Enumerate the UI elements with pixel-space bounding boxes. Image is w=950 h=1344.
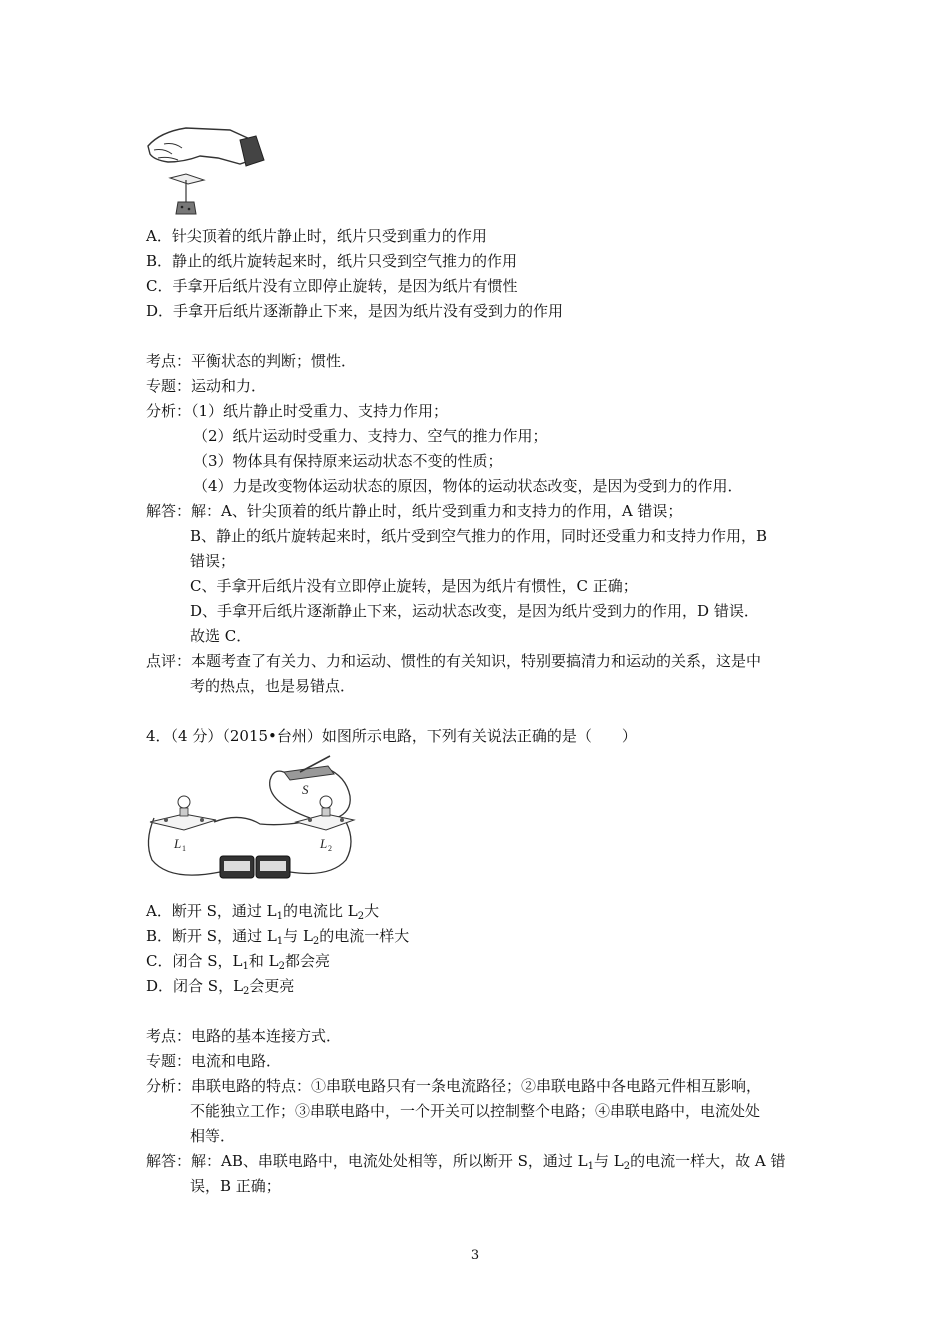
q4-option-b-text: B．断开 S，通过 L [146, 927, 277, 945]
q4-option-b-end: 的电流一样大 [319, 927, 410, 945]
q4-jieda-sub1: 1 [587, 1161, 595, 1172]
q3-zhuanti: ：运动和力． [176, 377, 267, 395]
q3-fenxi-line: （2）纸片运动时受重力、支持力、空气的推力作用； [193, 427, 548, 445]
q4-option-a-sub2: 2 [357, 911, 365, 922]
page-number: 3 [470, 1248, 480, 1263]
q4-kaodian-label: 考点 [146, 1027, 177, 1045]
q3-option-d: D．手拿开后纸片逐渐静止下来，是因为纸片没有受到力的作用 [146, 302, 564, 320]
q4-option-c-sub2: 2 [278, 961, 285, 972]
q4-option-d-end: 会更亮 [249, 977, 295, 995]
q3-dianping-line: 考的热点，也是易错点． [190, 677, 356, 695]
q4-jieda-line: 误，B 正确； [190, 1177, 281, 1195]
q4-zhuanti: ：电流和电路． [176, 1052, 282, 1070]
q4-option-c-text: C．闭合 S，L [146, 952, 243, 970]
q4-option-b-mid: 与 L [283, 927, 313, 945]
q4-fenxi-label: 分析 [146, 1077, 177, 1095]
q3-jieda-line: ：解：A、针尖顶着的纸片静止时，纸片受到重力和支持力的作用，A 错误； [176, 502, 683, 520]
q4-option-a-text: A．断开 S，通过 L [146, 902, 277, 920]
q4-zhuanti-label: 专题 [146, 1052, 177, 1070]
q4-option-c-mid: 和 L [248, 952, 279, 970]
q4-kaodian: ：电路的基本连接方式． [176, 1027, 342, 1045]
q3-jieda-label: 解答 [146, 502, 177, 520]
q4-option-a-mid: 的电流比 L [282, 902, 358, 920]
q4-stem: 4．（4 分）（2015•台州）如图所示电路，下列有关说法正确的是（ ） [146, 727, 637, 745]
q4-option-d-text: D．闭合 S，L [146, 977, 244, 995]
q4-option-a-end: 大 [364, 902, 380, 920]
q3-jieda-line: C、手拿开后纸片没有立即停止旋转，是因为纸片有惯性，C 正确； [190, 577, 638, 595]
q3-jieda-line: B、静止的纸片旋转起来时，纸片受到空气推力的作用，同时还受重力和支持力作用，B [190, 527, 768, 545]
q3-jieda-line: 故选 C． [190, 627, 252, 645]
q3-option-a: A．针尖顶着的纸片静止时，纸片只受到重力的作用 [146, 227, 487, 245]
q4-option-c [146, 951, 330, 971]
q4-option-a-sub1: 1 [276, 911, 283, 922]
q3-option-c: C．手拿开后纸片没有立即停止旋转，是因为纸片有惯性 [146, 277, 518, 295]
q3-kaodian: ：平衡状态的判断；惯性． [176, 352, 357, 370]
q4-jieda-end: 的电流一样大，故 A 错 [630, 1152, 786, 1170]
q3-zhuanti-label: 专题 [146, 377, 177, 395]
q4-option-b [146, 926, 409, 946]
q3-jieda-line: D、手拿开后纸片逐渐静止下来，运动状态改变，是因为纸片受到力的作用，D 错误． [190, 602, 759, 620]
q3-jieda-line: 错误； [190, 552, 236, 570]
q4-option-b-sub1: 1 [276, 936, 284, 947]
q3-fenxi-line: （3）物体具有保持原来运动状态不变的性质； [193, 452, 503, 470]
q4-jieda-line [176, 1151, 786, 1171]
q4-option-c-sub1: 1 [242, 961, 249, 972]
q4-jieda-sub2: 2 [623, 1161, 631, 1172]
lamp2-subscript: 2 [328, 844, 332, 853]
hand-paper-figure [140, 118, 270, 218]
q4-jieda-text: ：解：AB、串联电路中，电流处处相等，所以断开 S，通过 L [176, 1152, 588, 1170]
circuit-figure [140, 752, 365, 887]
q4-option-c-end: 都会亮 [284, 952, 330, 970]
q3-fenxi-line: （4）力是改变物体运动状态的原因，物体的运动状态改变，是因为受到力的作用． [193, 477, 743, 495]
q4-fenxi-line: 相等． [190, 1127, 236, 1145]
q3-dianping-label: 点评 [146, 652, 177, 670]
q3-fenxi-line: ：（1）纸片静止时受重力、支持力作用； [176, 402, 449, 420]
q4-fenxi-line: ：串联电路的特点：①串联电路只有一条电流路径；②串联电路中各电路元件相互影响， [176, 1077, 762, 1095]
q4-jieda-label: 解答 [146, 1152, 177, 1170]
q3-fenxi-label: 分析 [146, 402, 177, 420]
q3-option-b: B．静止的纸片旋转起来时，纸片只受到空气推力的作用 [146, 252, 518, 270]
lamp1-label: L [174, 836, 182, 851]
q4-jieda-mid: 与 L [594, 1152, 624, 1170]
lamp1-subscript: 1 [182, 844, 186, 853]
q3-dianping-line: ：本题考查了有关力、力和运动、惯性的有关知识，特别要搞清力和运动的关系，这是中 [176, 652, 762, 670]
q4-fenxi-line: 不能独立工作；③串联电路中，一个开关可以控制整个电路；④串联电路中，电流处处 [190, 1102, 761, 1120]
q3-kaodian-label: 考点 [146, 352, 177, 370]
switch-label: S [302, 782, 309, 797]
lamp2-label: L [320, 836, 328, 851]
q4-option-b-sub2: 2 [312, 936, 320, 947]
q4-option-d-sub1: 2 [243, 986, 250, 997]
q4-option-a [146, 901, 379, 921]
q4-option-d [146, 976, 294, 996]
